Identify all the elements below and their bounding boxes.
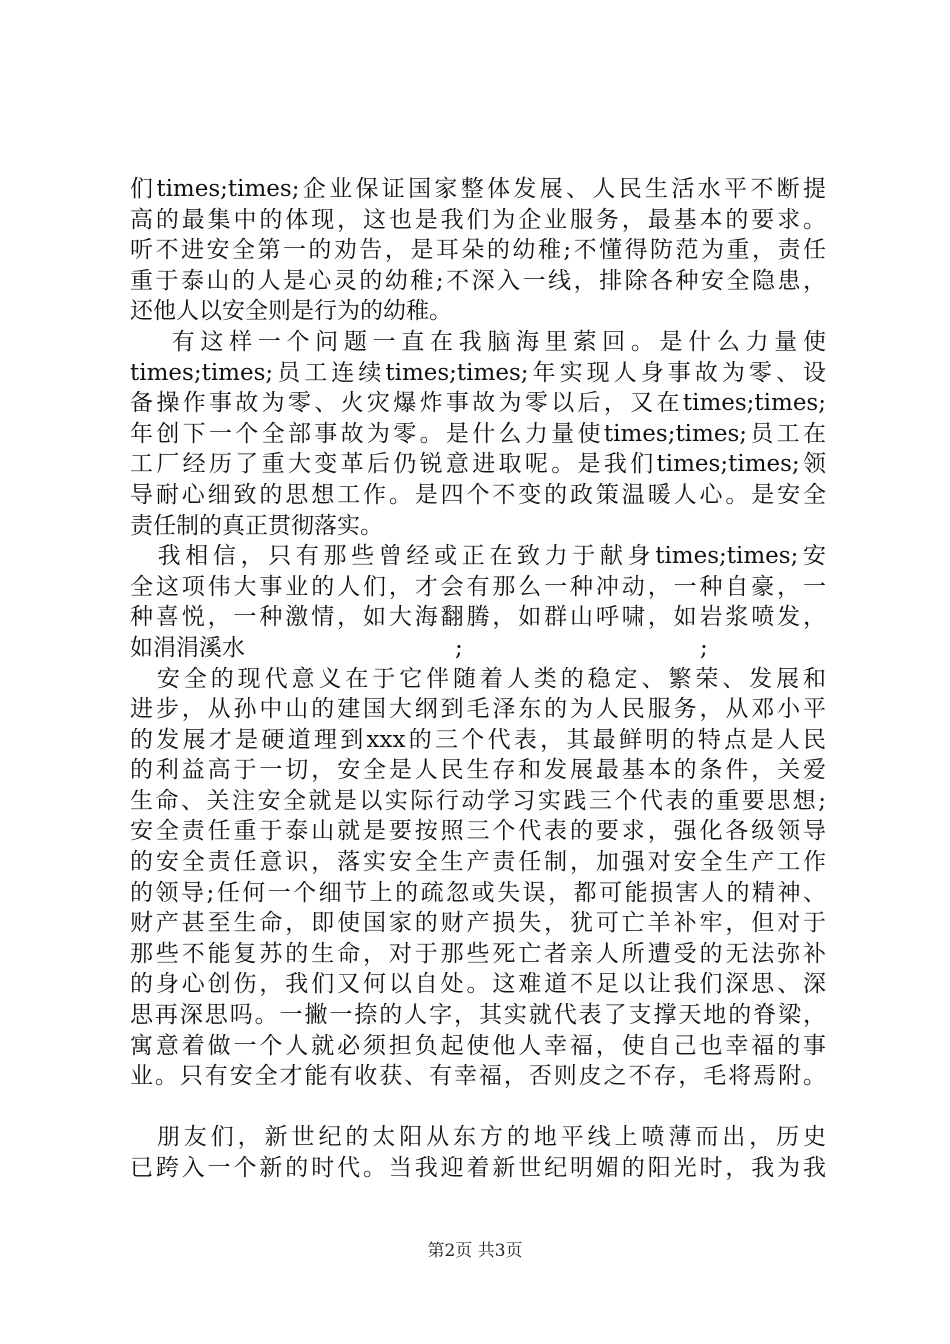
text-line: 种喜悦，一种激情，如大海翻腾，如群山呼啸，如岩浆喷发， (130, 604, 826, 631)
text-line: 思再深思吗。一撇一捺的人字，其实就代表了支撑天地的脊梁， (130, 1002, 826, 1029)
text-line: 财产甚至生命，即使国家的财产损失，犹可亡羊补牢，但对于 (130, 910, 826, 937)
text-line: 高的最集中的体现，这也是我们为企业服务，最基本的要求。 (130, 206, 826, 233)
text-line: 安全的现代意义在于它伴随着人类的稳定、繁荣、发展和 (130, 665, 826, 692)
text-line: 们times;times;企业保证国家整体发展、人民生活水平不断提 (130, 176, 826, 202)
text-line: 我相信，只有那些曾经或正在致力于献身times;times;安 (130, 543, 826, 570)
text-line: 工厂经历了重大变革后仍锐意进取呢。是我们times;times;领 (130, 451, 826, 478)
text-line: times;times;员工连续times;times;年实现人身事故为零、设 (130, 359, 826, 386)
text-line: 那些不能复苏的生命，对于那些死亡者亲人所遭受的无法弥补 (130, 940, 826, 967)
text-line: 有这样一个问题一直在我脑海里萦回。是什么力量使 (130, 328, 826, 355)
document-body (130, 174, 826, 1184)
text-line: 备操作事故为零、火灾爆炸事故为零以后，又在times;times; (130, 390, 826, 417)
text-line: 寓意着做一个人就必须担负起使他人幸福，使自己也幸福的事 (130, 1032, 826, 1059)
text-line-semicolon: ; (455, 634, 463, 661)
text-line: 安全责任重于泰山就是要按照三个代表的要求，强化各级领导 (130, 818, 826, 845)
text-line: 导耐心细致的思想工作。是四个不变的政策温暖人心。是安全 (130, 481, 826, 508)
text-line: 业。只有安全才能有收获、有幸福，否则皮之不存，毛将焉附。 (130, 1063, 826, 1090)
text-line: 已跨入一个新的时代。当我迎着新世纪明媚的阳光时，我为我 (130, 1155, 826, 1181)
text-line-semicolon: ; (700, 634, 708, 661)
text-line: 全这项伟大事业的人们，才会有那么一种冲动，一种自豪，一 (130, 573, 826, 600)
text-line: 生命、关注安全就是以实际行动学习实践三个代表的重要思想; (130, 787, 826, 814)
text-line (130, 633, 826, 664)
paragraph-gap (130, 1092, 826, 1123)
text-line: 年创下一个全部事故为零。是什么力量使times;times;员工在 (130, 420, 826, 447)
page-footer: 第2页 共3页 (427, 1241, 523, 1261)
text-line: 听不进安全第一的劝告，是耳朵的幼稚;不懂得防范为重，责任 (130, 237, 826, 264)
text-line: 进步，从孙中山的建国大纲到毛泽东的为人民服务，从邓小平 (130, 696, 826, 723)
text-line: 朋友们，新世纪的太阳从东方的地平线上喷薄而出，历史 (130, 1124, 826, 1151)
text-line: 责任制的真正贯彻落实。 (130, 512, 383, 539)
text-line: 的利益高于一切，安全是人民生存和发展最基本的条件，关爱 (130, 757, 826, 784)
text-line: 还他人以安全则是行为的幼稚。 (130, 298, 452, 325)
text-line: 的身心创伤，我们又何以自处。这难道不足以让我们深思、深 (130, 971, 826, 998)
text-line: 的安全责任意识，落实安全生产责任制，加强对安全生产工作 (130, 849, 826, 876)
text-line-main: 如涓涓溪水 (130, 634, 245, 661)
text-line: 的发展才是硬道理到xxx的三个代表，其最鲜明的特点是人民 (130, 726, 826, 753)
text-line: 重于泰山的人是心灵的幼稚;不深入一线，排除各种安全隐患， (130, 267, 826, 294)
text-line: 的领导;任何一个细节上的疏忽或失误，都可能损害人的精神、 (130, 879, 826, 906)
